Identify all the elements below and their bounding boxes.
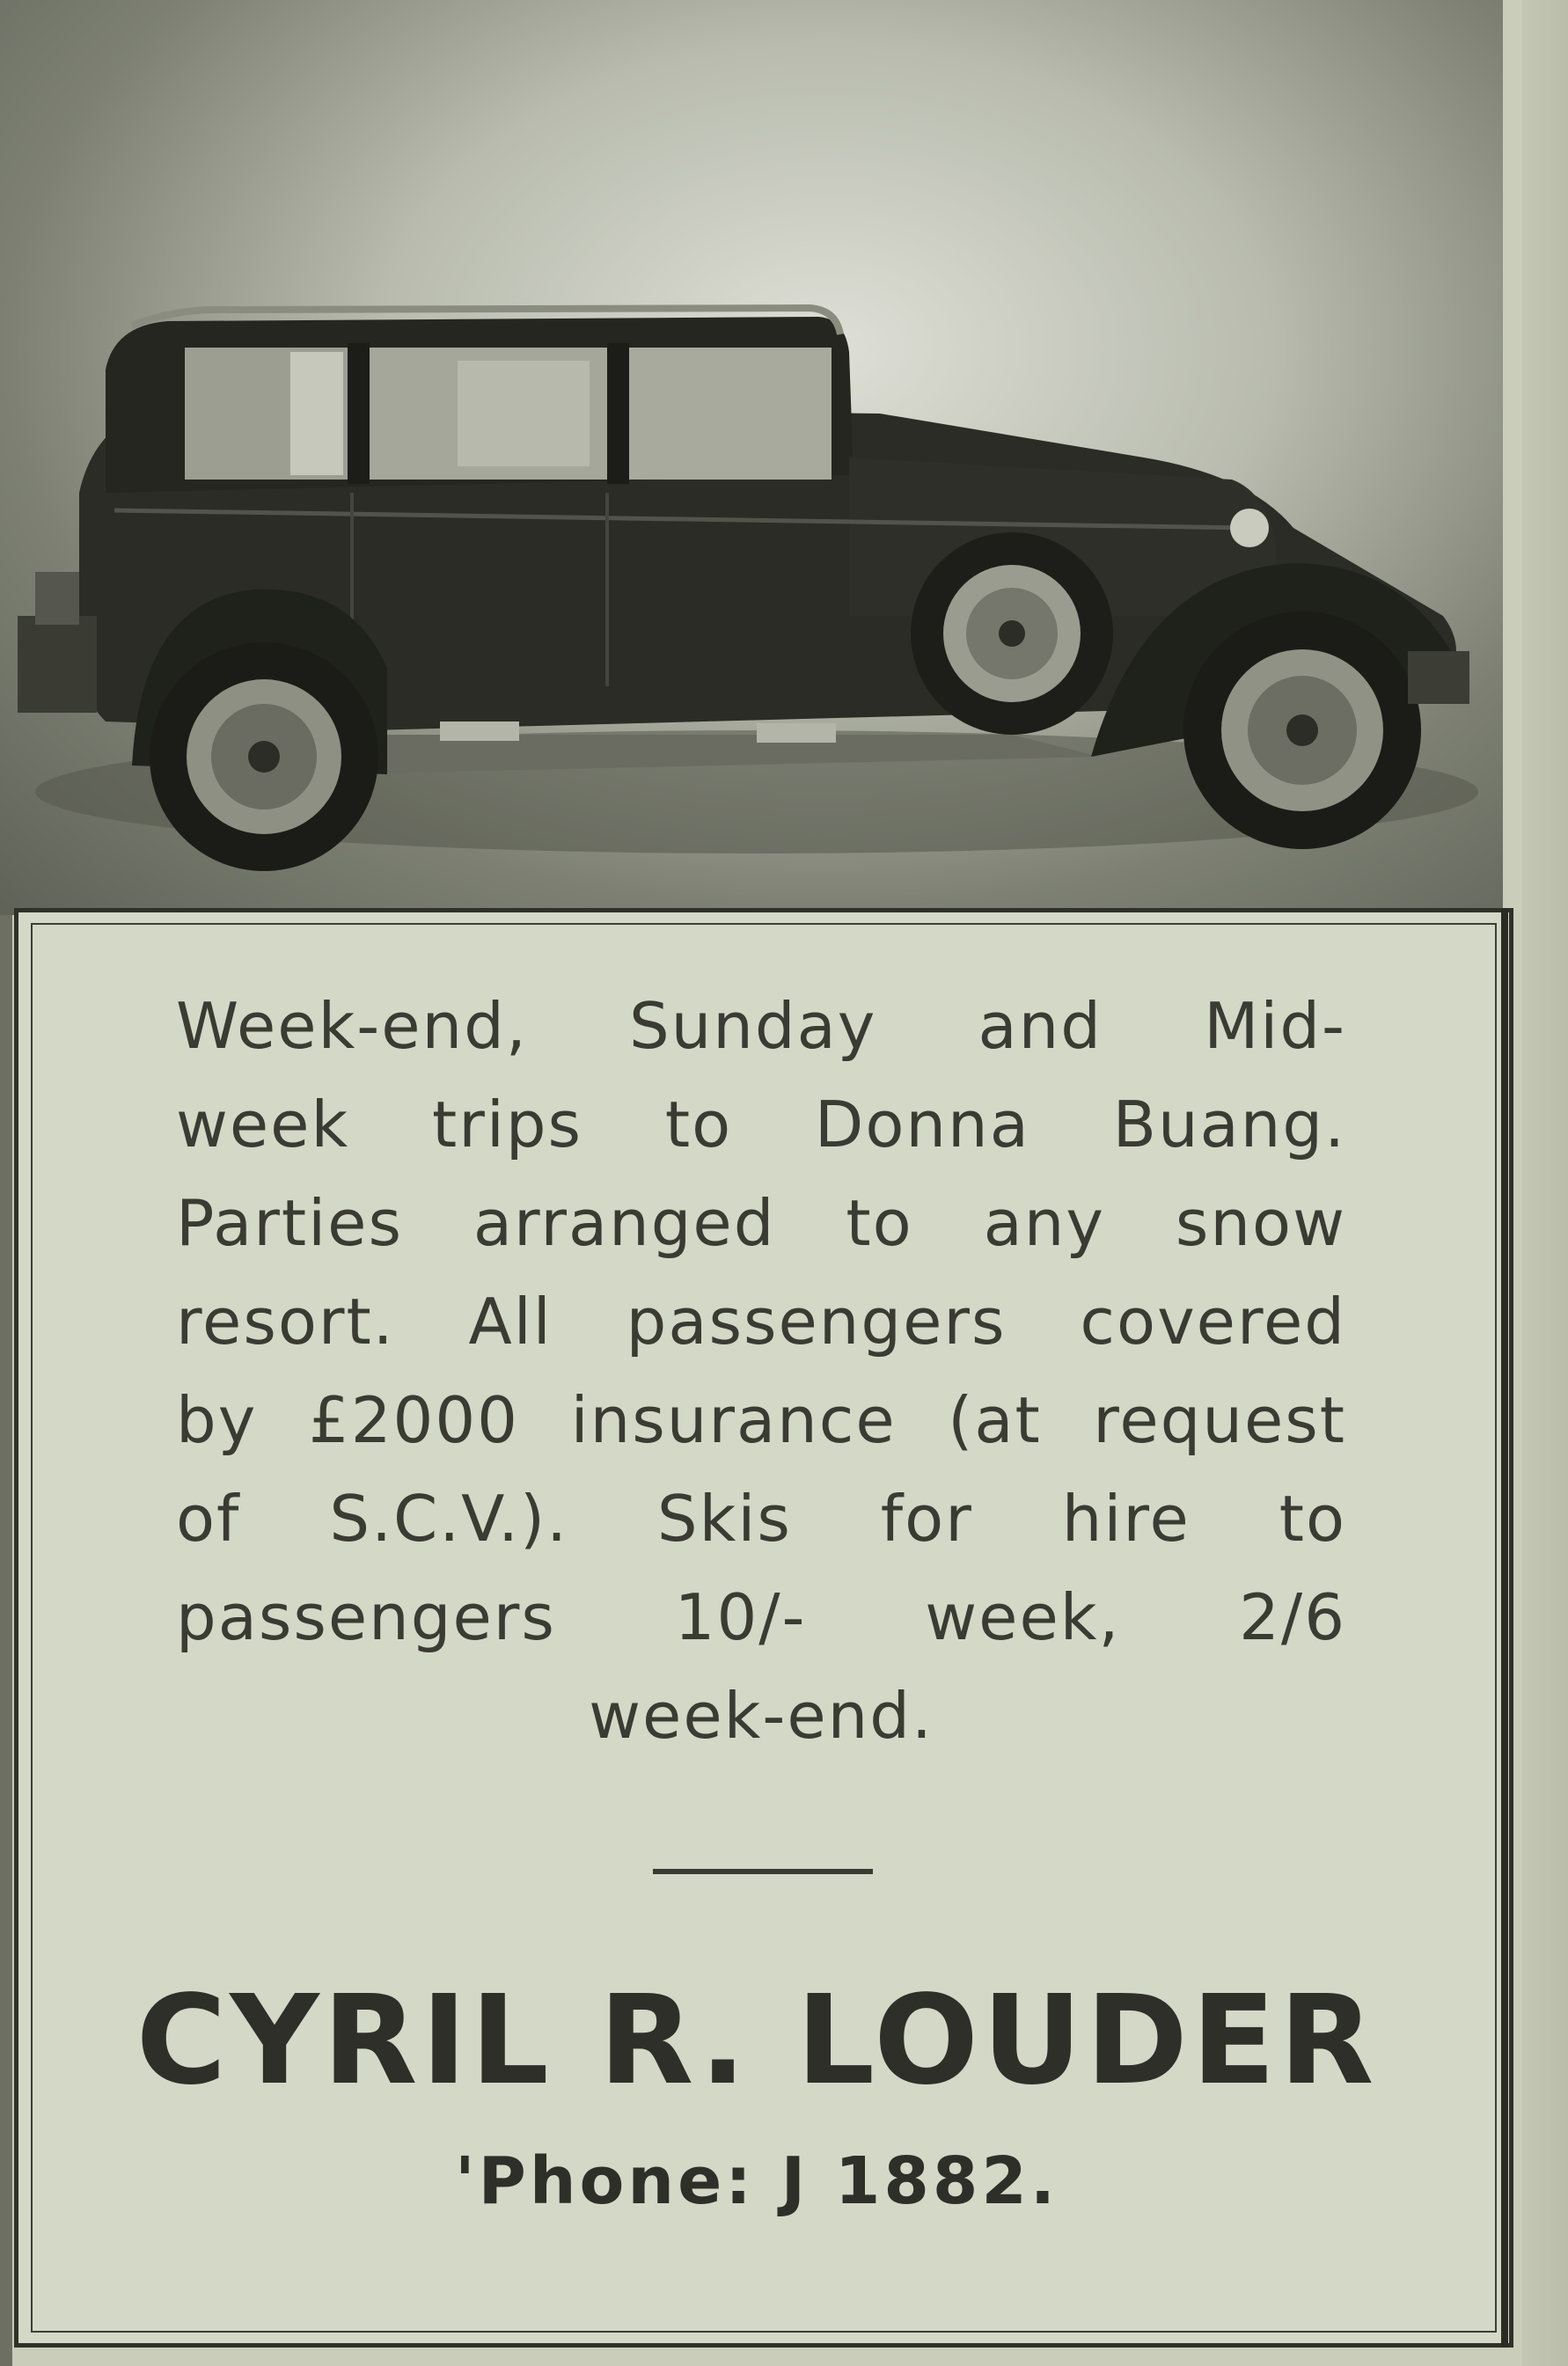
ad-body-line: Week-end, Sunday and Mid- xyxy=(176,989,1346,1063)
ad-body-line: passengers 10/- week, 2/6 xyxy=(176,1580,1346,1654)
ad-body-line: week trips to Donna Buang. xyxy=(176,1088,1346,1161)
ad-body-line: Parties arranged to any snow xyxy=(176,1186,1346,1260)
ad-box-right-rule xyxy=(1501,908,1508,2348)
ad-body-line: by £2000 insurance (at request xyxy=(176,1383,1346,1457)
ad-body-line: resort. All passengers covered xyxy=(176,1285,1346,1359)
phone-number: 'Phone: J 1882. xyxy=(454,2143,1059,2219)
car-photograph xyxy=(0,0,1503,915)
advertiser-name: CYRIL R. LOUDER xyxy=(136,1969,1378,2113)
vintage-sedan-illustration xyxy=(0,0,1503,915)
divider-rule xyxy=(653,1869,873,1874)
ad-body-text xyxy=(176,977,1346,1769)
ad-body-line: week-end. xyxy=(589,1679,934,1753)
ad-body-line: of S.C.V.). Skis for hire to xyxy=(176,1482,1346,1556)
page-edge-right xyxy=(1522,0,1568,2366)
